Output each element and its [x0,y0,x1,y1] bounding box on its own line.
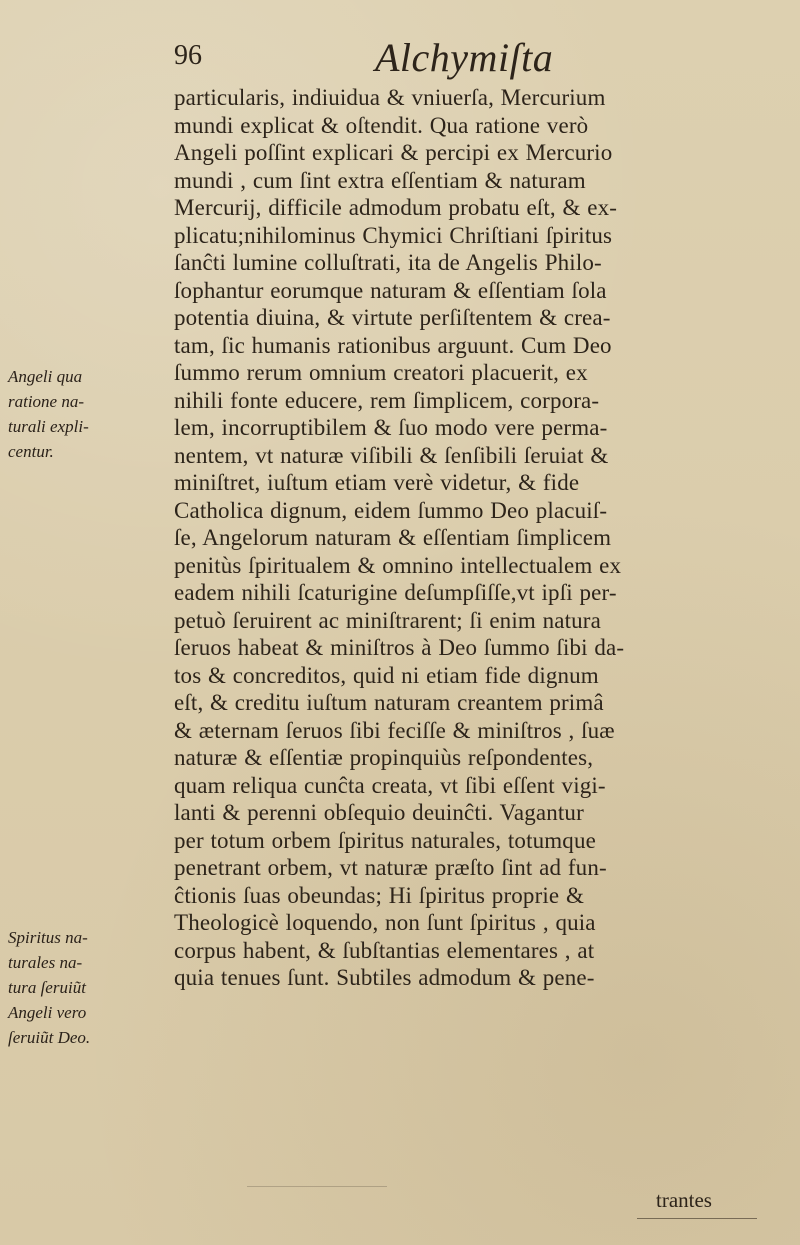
margin-note-line: ratione na- [8,392,85,411]
catchword-rule [637,1218,757,1219]
text-line: mundi , cum ſint extra eſſentiam & naturam [174,167,586,193]
text-line: ſe, Angelorum naturam & eſſentiam ſimplicem [174,525,612,550]
text-line: lanti & perenni obſequio deuinĉti. Vagantur [174,800,584,825]
text-line: petuò ſeruirent ac miniſtrarent; ſi enim natura [174,607,601,633]
margin-note-line: Angeli qua [8,367,83,386]
text-line: ĉtionis ſuas obeundas; Hi ſpiritus proprie & [174,882,585,908]
text-line: Mercurij, difficile admodum probatu eſt, & ex- [174,195,618,220]
text-line: plicatu;nihilominus Chymici Chriſtiani ſpiritus [174,222,613,248]
text-line: ſophantur eorumque naturam & eſſentiam ſola [174,277,607,303]
text-line: ſeruos habeat & miniſtros à Deo ſummo ſibi da- [174,635,625,660]
margin-note-line: Spiritus na- [8,928,88,947]
text-line: tos & concreditos, quid ni etiam fide dignum [174,662,599,688]
text-line: nihili fonte educere, rem ſimplicem, corpora- [174,387,600,413]
text-line: ſanĉti lumine colluſtrati, ita de Angelis Philo- [174,250,602,275]
text-line: & æternam ſeruos ſibi feciſſe & miniſtros , ſuæ [174,717,615,743]
margin-note-line: ſeruiũt Deo. [8,1028,91,1047]
text-line: penetrant orbem, vt naturæ præſto ſint ad fun- [174,855,607,880]
margin-note-line: centur. [8,442,54,461]
page-number: 96 [174,40,202,71]
text-line: quia tenues ſunt. Subtiles admodum & pene- [174,965,595,990]
margin-note-line: turali expli- [8,417,89,436]
text-line: eſt, & creditu iuſtum naturam creantem primâ [174,690,604,715]
running-title: Alchymiſta [375,35,554,80]
text-line: quam reliqua cunĉta creata, vt ſibi eſſent vigi- [174,772,606,798]
margin-note-line: turales na- [8,953,83,972]
text-line: corpus habent, & ſubſtantias elementares , at [174,937,595,963]
text-line: miniſtret, iuſtum etiam verè videtur, & fide [174,470,580,495]
text-line: mundi explicat & oſtendit. Qua ratione verò [174,112,589,138]
text-line: lem, incorruptibilem & ſuo modo vere perma- [174,415,608,440]
margin-note-line: Angeli vero [8,1003,87,1022]
text-line: penitùs ſpiritualem & omnino intellectualem ex [174,552,622,578]
text-line: eadem nihili ſcaturigine deſumpſiſſe,vt ipſi per- [174,580,617,605]
text-line: naturæ & eſſentiæ propinquiùs reſpondentes, [174,745,594,770]
text-line: nentem, vt naturæ viſibili & ſenſibili ſeruiat & [174,442,609,468]
text-line: particularis, indiuidua & vniuerſa, Mercurium [174,85,606,110]
catchword: trantes [656,1188,712,1212]
faint-rule [247,1186,387,1187]
text-line: ſummo rerum omnium creatori placuerit, ex [174,360,588,385]
margin-note-spiritus [8,925,163,1050]
text-line: Catholica dignum, eidem ſummo Deo placuiſ- [174,497,608,523]
text-line: potentia diuina, & virtute perſiſtentem & crea- [174,305,611,330]
text-line: tam, ſic humanis rationibus arguunt. Cum Deo [174,332,612,358]
page-header [170,35,620,86]
text-line: Theologicè loquendo, non ſunt ſpiritus , quia [174,910,596,935]
body-text [174,84,778,992]
text-line: Angeli poſſint explicari & percipi ex Mercurio [174,140,613,165]
margin-note-angeli [8,364,163,464]
text-line: per totum orbem ſpiritus naturales, totumque [174,827,596,853]
margin-note-line: tura ſeruiũt [8,978,86,997]
